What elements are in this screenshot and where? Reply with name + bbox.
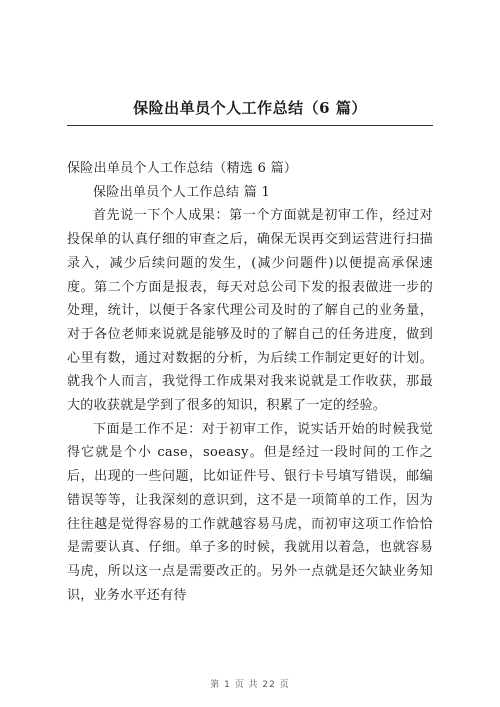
header-divider [67,125,433,126]
paragraph-shortcomings: 下面是工作不足：对于初审工作，说实话开始的时候我觉得它就是个小 case，soeasy。但是经过一段时间的工作之后，出现的一些问题，比如证件号、银行卡号填写错误，邮编错误等等，让我深刻的意识到，这不是一项简单的工作，因为往往越是觉得容易的工作就越容易马虎，而初审这项工作恰恰是需要认真、仔细。单子多的时候，我就用以着急，也就容易马虎，所以这一点是需要改正的。另外一点就是还欠缺业务知识，业务水平还有待 [67,421,433,603]
page-footer: 第 1 页 共 22 页 [210,680,290,690]
paragraph-achievements: 首先说一下个人成果：第一个方面就是初审工作，经过对投保单的认真仔细的审查之后，确保无误再交到运营进行扫描录入，减少后续问题的发生，(减少问题件)以便提高承保速度。第二个方面是报表，每天对总公司下发的报表做进一步的处理，统计，以便于各家代理公司及时的了解自己的业务量，对于各位老师来说就是能够及时的了解自己的任务进度，做到心里有数，通过对数据的分析，为后续工作制定更好的计划。就我个人而言，我觉得工作成果对我来说就是工作收获，那最大的收获就是学到了很多的知识，积累了一定的经验。 [67,208,433,414]
document-title: 保险出单员个人工作总结（精选 6 篇） [67,161,298,176]
document-body [67,157,433,607]
page-header-title: 保险出单员个人工作总结（6 篇） [133,99,367,117]
section-title: 保险出单员个人工作总结 篇 1 [93,184,271,200]
